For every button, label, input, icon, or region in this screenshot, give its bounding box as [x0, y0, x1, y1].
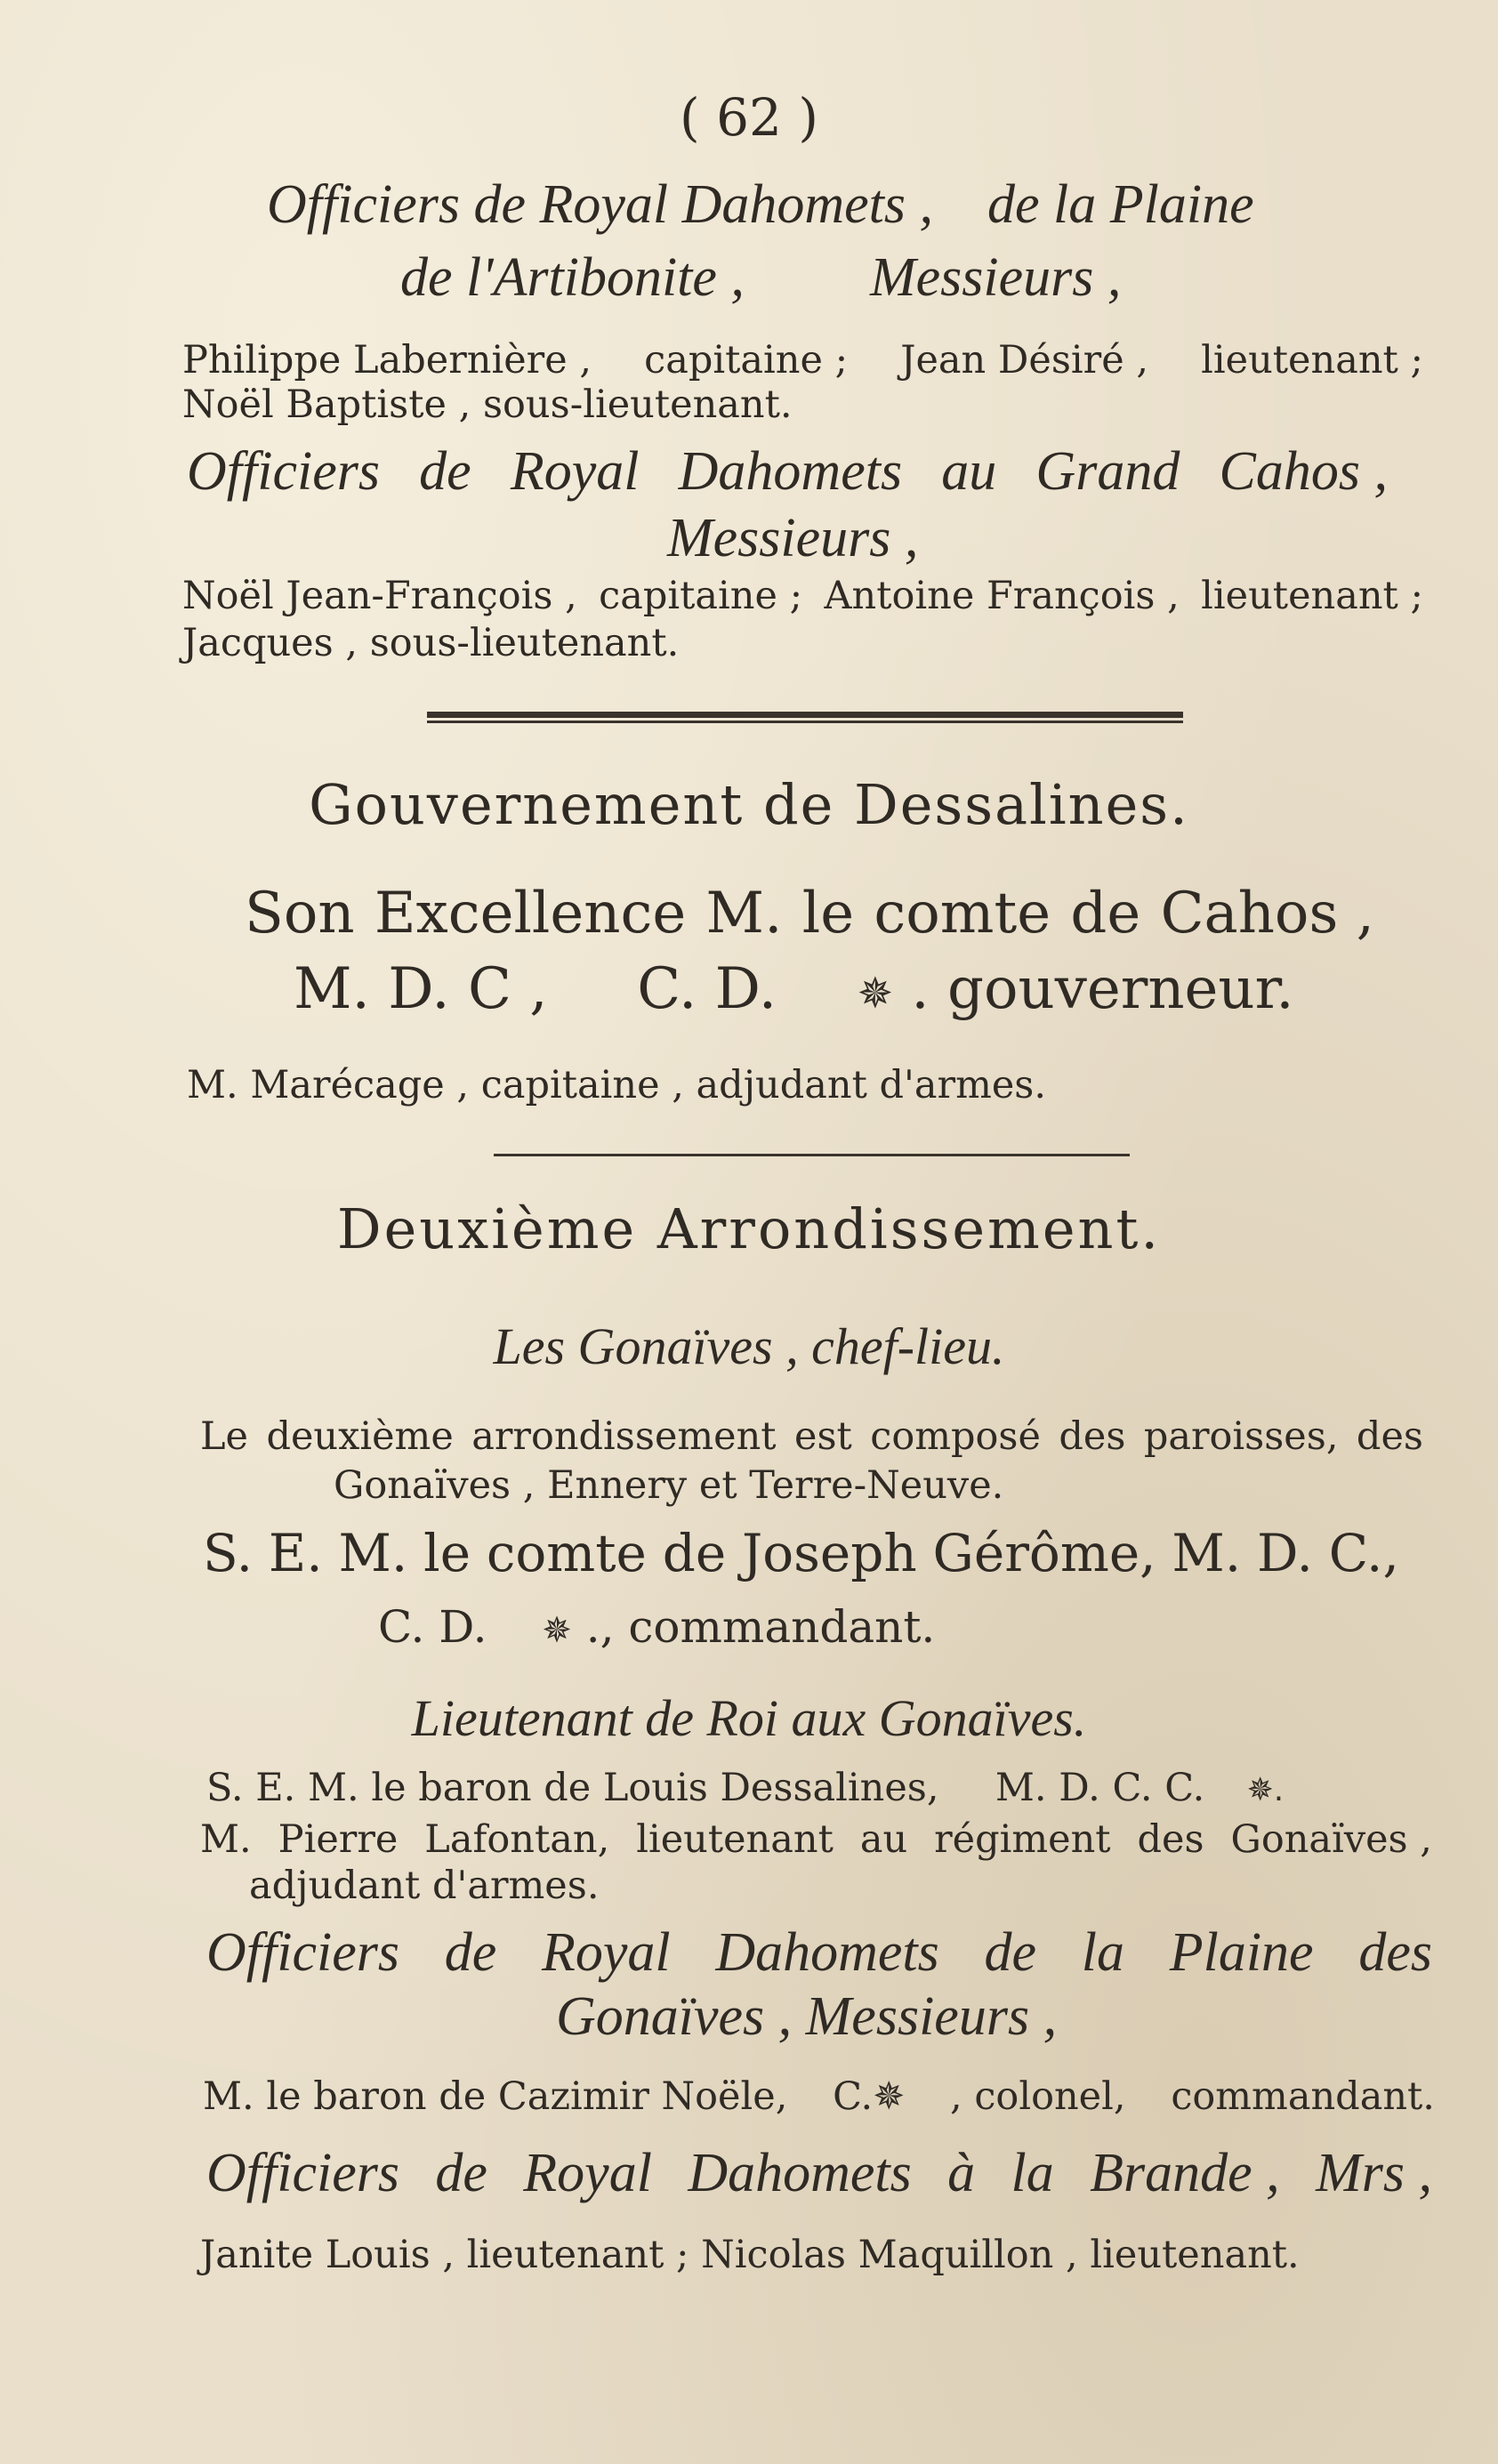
order-abbrev: M. D. C ,: [294, 956, 548, 1022]
heading-word: à: [947, 2143, 976, 2203]
heading-word: Brande ,: [1090, 2143, 1280, 2203]
officer-line: adjudant d'armes.: [249, 1864, 600, 1908]
word: est: [794, 1414, 852, 1459]
officer-line: Noël Baptiste , sous-lieutenant.: [182, 382, 793, 427]
word: des: [1137, 1817, 1204, 1862]
heading-part: de la Plaine: [987, 174, 1254, 235]
word: des: [1356, 1414, 1423, 1459]
heading-word: Royal: [510, 441, 640, 502]
heading-part: Messieurs ,: [869, 247, 1122, 308]
heading-word: Grand: [1035, 441, 1180, 502]
word: lieutenant: [636, 1817, 834, 1862]
heading-word: de: [419, 441, 471, 502]
heading-word: Mrs ,: [1316, 2143, 1432, 2203]
section-heading: Lieutenant de Roi aux Gonaïves.: [411, 1689, 1087, 1747]
section-heading: [187, 440, 1388, 503]
governor-title-line: [294, 956, 1294, 1022]
heading-word: au: [941, 441, 997, 502]
word: le: [801, 881, 855, 946]
heading-word: de: [984, 1922, 1037, 1983]
section-divider: [427, 712, 1183, 718]
officer-name: S. E. M. le baron de Louis Dessalines,: [206, 1766, 939, 1810]
heading-part: de l'Artibonite ,: [400, 247, 745, 308]
section-heading-line2: Gonaïves , Messieurs ,: [556, 1986, 1058, 2047]
heading-part: Officiers de Royal Dahomets ,: [267, 174, 934, 235]
heading-word: Dahomets: [678, 441, 903, 502]
description-line: Gonaïves , Ennery et Terre-Neuve.: [334, 1463, 1004, 1508]
officer-line: [200, 1817, 1432, 1862]
heading-word: de: [444, 1922, 497, 1983]
governor-role: . gouverneur.: [911, 956, 1294, 1022]
order-abbrev: M. D. C. C.: [995, 1766, 1205, 1810]
word: Gonaïves ,: [1230, 1817, 1432, 1862]
order-cross-icon: ✵: [857, 969, 893, 1019]
officer-rank: , colonel,: [950, 2074, 1126, 2119]
word: E.: [268, 1523, 323, 1583]
heading-word: Dahomets: [715, 1922, 939, 1983]
word: S.: [203, 1523, 254, 1583]
heading-word: Plaine: [1169, 1922, 1314, 1983]
order-abbrev: C. D.: [637, 956, 777, 1022]
heading-word: de: [435, 2143, 487, 2203]
officer-rank: capitaine ;: [644, 338, 849, 382]
word: D.: [1257, 1523, 1313, 1583]
word: Le: [200, 1414, 249, 1459]
section-divider: [494, 1154, 1130, 1156]
commander-role: ., commandant.: [585, 1601, 936, 1653]
officer-line: Jacques , sous-lieutenant.: [182, 621, 680, 665]
officer-line: Janite Louis , lieutenant ; Nicolas Maquillon , lieutenant.: [200, 2233, 1300, 2277]
section-heading-line2: [400, 246, 1121, 310]
section-heading: [267, 173, 1254, 237]
word: comte: [486, 1523, 647, 1583]
word: de: [1070, 881, 1141, 946]
section-heading: [206, 1921, 1432, 1985]
officer-name: Jean Désiré ,: [900, 338, 1148, 382]
word: au: [859, 1817, 908, 1862]
section-divider: [427, 721, 1183, 723]
governor-line: [245, 881, 1374, 946]
heading-word: Cahos ,: [1219, 441, 1388, 502]
officer-line: [206, 1766, 1284, 1810]
word: Lafontan,: [424, 1817, 610, 1862]
section-title: Gouvernement de Dessalines.: [309, 772, 1189, 837]
section-subtitle: Les Gonaïves , chef-lieu.: [493, 1317, 1005, 1375]
officer-role: commandant.: [1171, 2074, 1435, 2119]
word: C.,: [1328, 1523, 1399, 1583]
officer-name: Antoine François ,: [824, 574, 1180, 618]
commander-title-line: [378, 1601, 935, 1653]
word: Gérôme,: [932, 1523, 1156, 1583]
commander-line: [203, 1523, 1399, 1583]
section-title: Deuxième Arrondissement.: [336, 1196, 1162, 1261]
heading-word: Royal: [541, 1922, 671, 1983]
word: M.: [705, 881, 783, 946]
order-cross-icon: ✵.: [1246, 1772, 1285, 1808]
officer-rank: lieutenant ;: [1201, 574, 1423, 618]
word: paroisses,: [1143, 1414, 1339, 1459]
word: de: [662, 1523, 727, 1583]
word: le: [423, 1523, 471, 1583]
word: comte: [874, 881, 1051, 946]
word: Excellence: [374, 881, 687, 946]
order-abbrev: C. D.: [378, 1601, 487, 1653]
heading-word: la: [1011, 2143, 1054, 2203]
aide-line: M. Marécage , capitaine , adjudant d'armes.: [187, 1063, 1047, 1107]
heading-word: des: [1358, 1922, 1432, 1983]
description-line: [200, 1414, 1423, 1459]
word: composé: [870, 1414, 1041, 1459]
page-number: ( 62 ): [680, 87, 818, 148]
order-cross-icon: ✵: [542, 1610, 572, 1651]
officer-name: Noël Jean-François ,: [182, 574, 577, 618]
officer-rank: capitaine ;: [599, 574, 803, 618]
heading-word: Dahomets: [688, 2143, 912, 2203]
officer-line: [203, 2074, 1435, 2119]
word: des: [1059, 1414, 1126, 1459]
officer-name: M. le baron de Cazimir Noële,: [203, 2074, 788, 2119]
word: deuxième: [266, 1414, 454, 1459]
section-heading-line2: Messieurs ,: [667, 508, 919, 568]
officer-line: [182, 338, 1423, 382]
heading-word: Royal: [523, 2143, 652, 2203]
word: Cahos ,: [1160, 881, 1374, 946]
word: M.: [1172, 1523, 1242, 1583]
word: arrondissement: [471, 1414, 777, 1459]
heading-word: Officiers: [206, 1922, 399, 1983]
heading-word: la: [1081, 1922, 1124, 1983]
word: M.: [200, 1817, 252, 1862]
word: Son: [245, 881, 355, 946]
word: Joseph: [741, 1523, 917, 1583]
word: M.: [338, 1523, 408, 1583]
heading-word: Officiers: [206, 2143, 399, 2203]
word: régiment: [934, 1817, 1111, 1862]
word: Pierre: [278, 1817, 399, 1862]
section-heading: [206, 2142, 1432, 2205]
heading-word: Officiers: [187, 441, 380, 502]
officer-line: [182, 574, 1423, 618]
order-abbrev: C.✵: [833, 2074, 906, 2119]
officer-rank: lieutenant ;: [1201, 338, 1423, 382]
officer-name: Philippe Labernière ,: [182, 338, 592, 382]
